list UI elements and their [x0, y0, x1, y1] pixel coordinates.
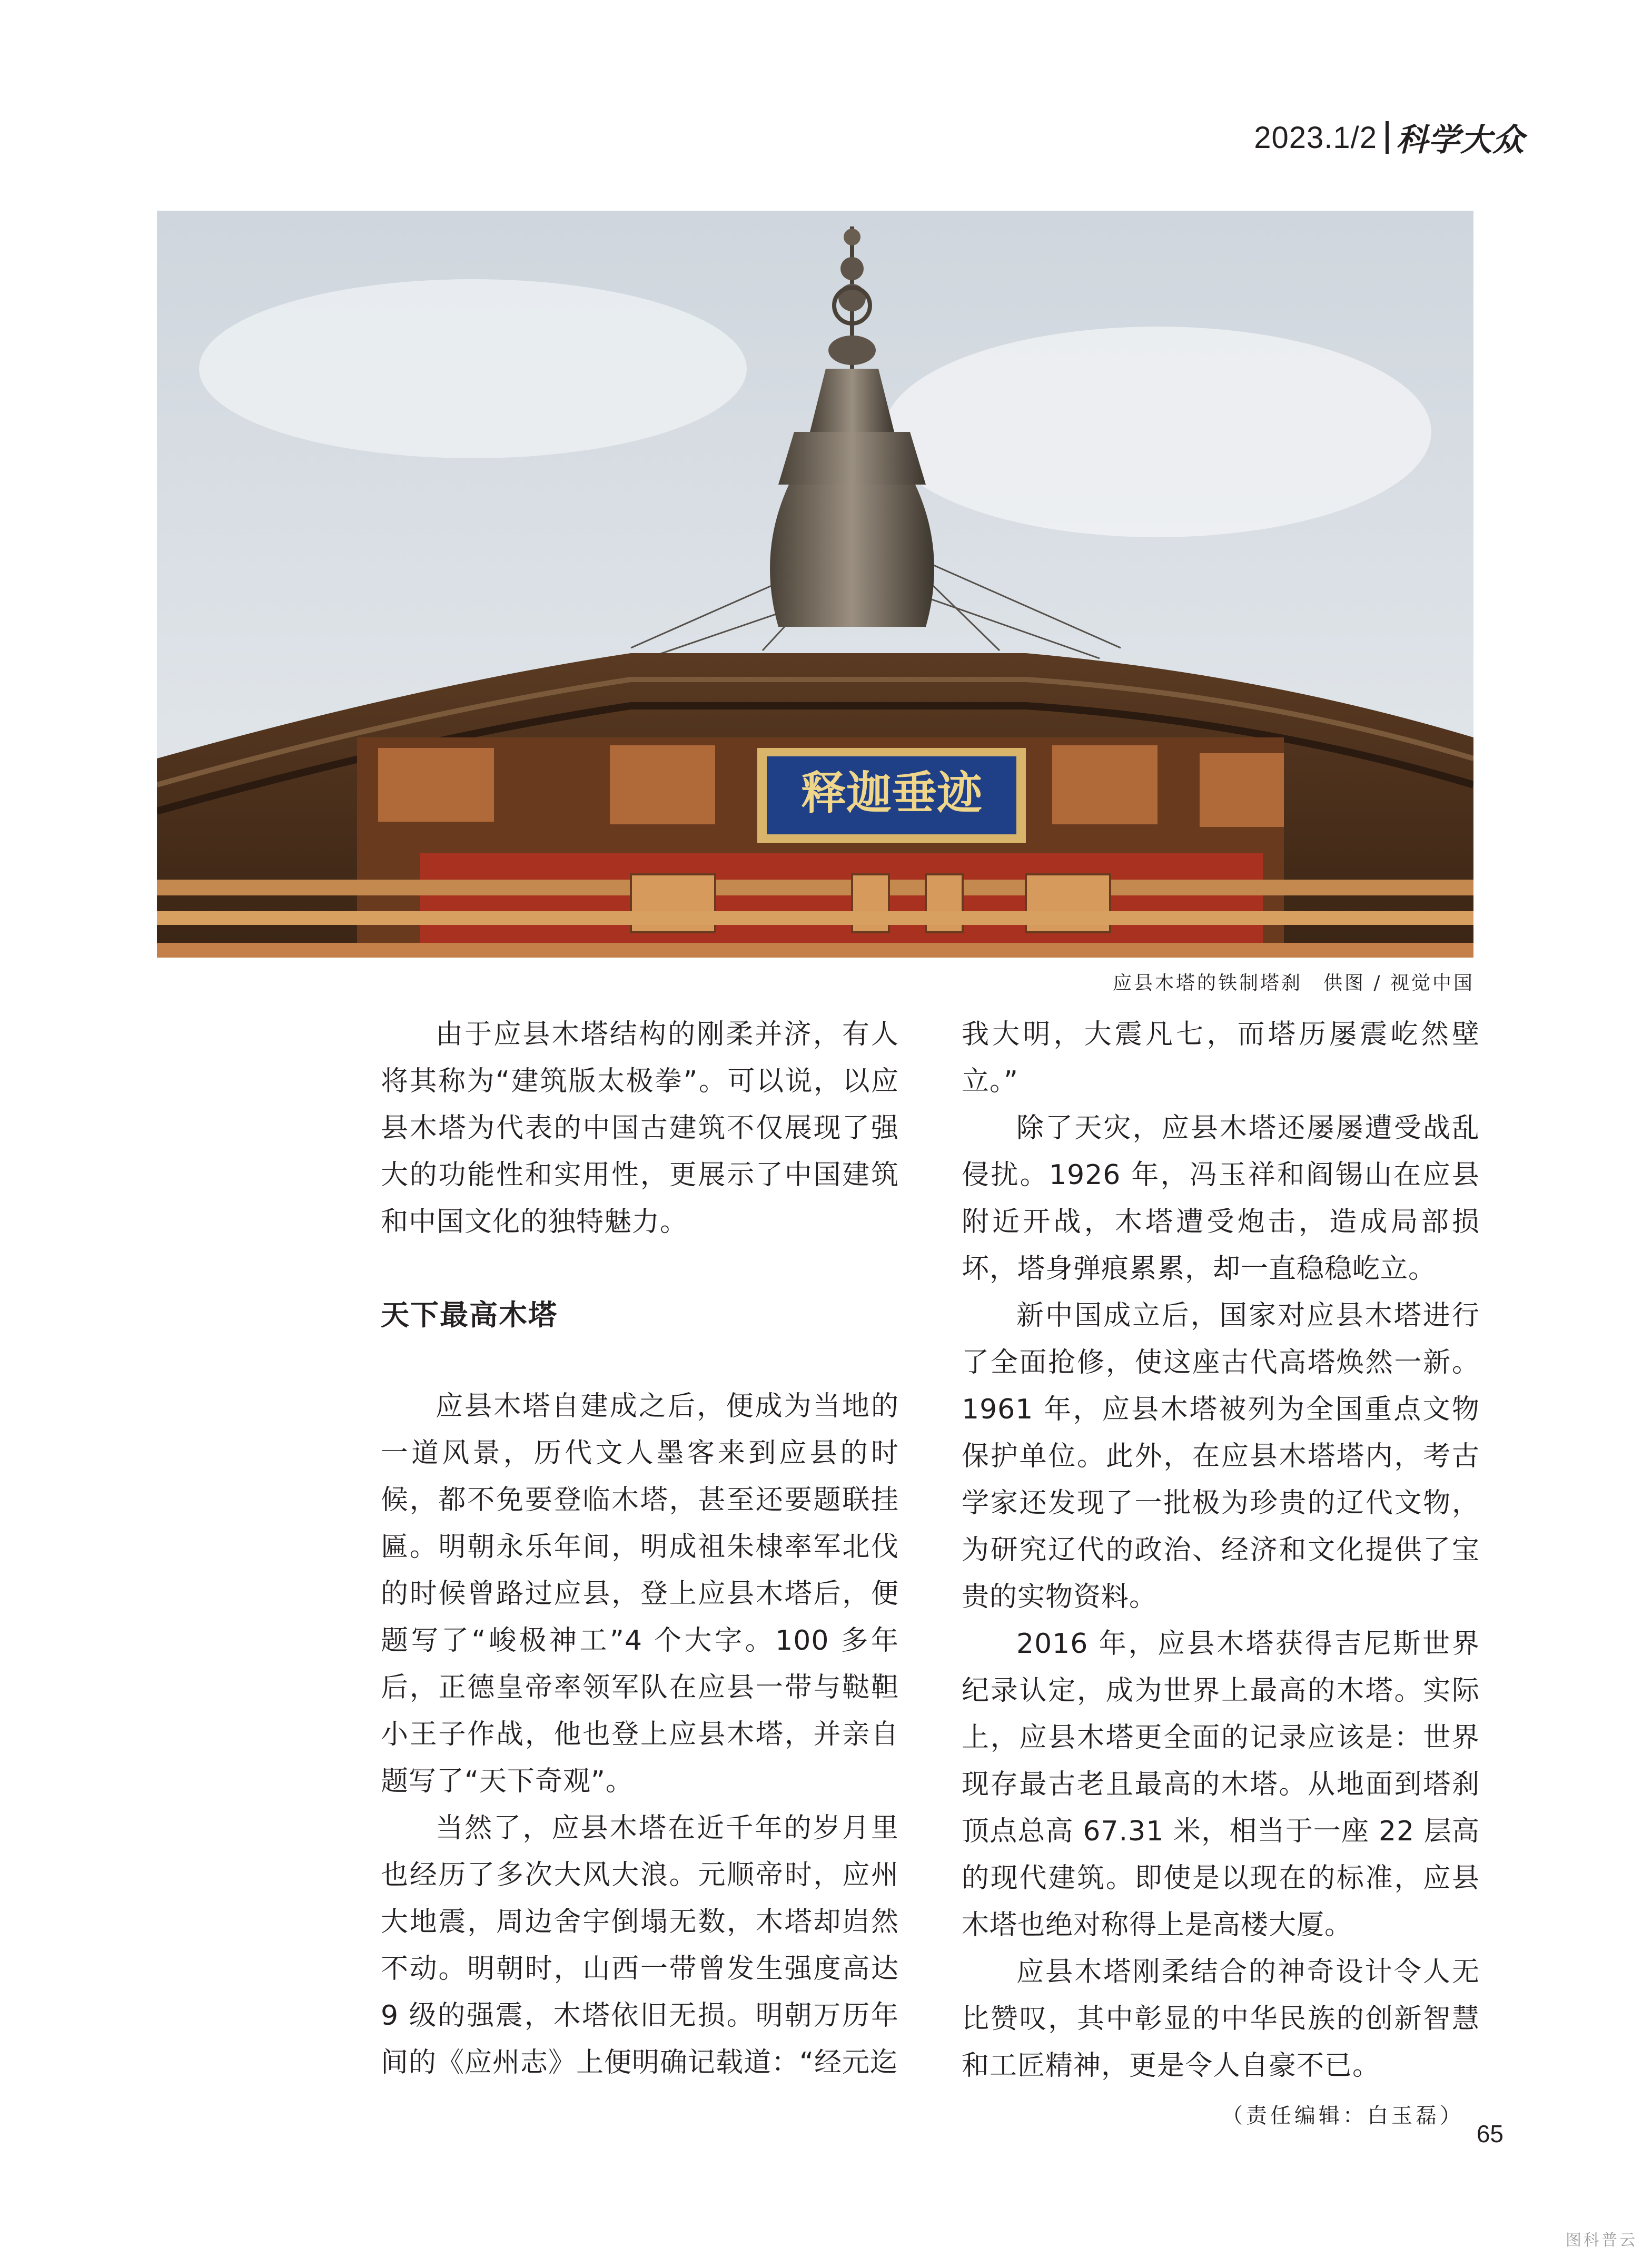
page-number: 65 [1476, 2120, 1503, 2147]
paragraph: 2016 年，应县木塔获得吉尼斯世界纪录认定，成为世界上最高的木塔。实际上，应县木塔更全面的记录应该是：世界现存最古老且最高的木塔。从地面到塔刹顶点总高 67.31 米，相当于一座 22 层高的现代建筑。即使是以现在的标准，应县木塔也绝对称得上是高楼大厦。 [962, 1628, 1480, 1941]
paragraph: 应县木塔自建成之后，便成为当地的一道风景，历代文人墨客来到应县的时候，都不免要登临木塔，甚至还要题联挂匾。明朝永乐年间，明成祖朱棣率军北伐的时候曾路过应县，登上应县木塔后，便题写了“峻极神工”4 个大字。100 多年后，正德皇帝率领军队在应县一带与鞑靼小王子作战，他也登上应县木塔，并亲自题写了“天下奇观”。 [381, 1391, 899, 1797]
header-divider [1386, 121, 1389, 154]
paragraph: 当然了，应县木塔在近千年的岁月里也经历了多次大风大浪。元顺帝时，应州大地震，周边舍宇倒塌无数，木塔却岿然不动。明朝时，山西一带曾发生强度高达 9 级的强震，木塔依旧无损。明朝万历年间的《应州志》上便明确记载道：“经元迄 [381, 1812, 899, 2078]
issue-date: 2023.1/2 [1254, 120, 1377, 155]
paragraph: 新中国成立后，国家对应县木塔进行了全面抢修，使这座古代高塔焕然一新。1961 年，应县木塔被列为全国重点文物保护单位。此外，在应县木塔塔内，考古学家还发现了一批极为珍贵的辽代文物，为研究辽代的政治、经济和文化提供了宝贵的实物资料。 [962, 1300, 1480, 1613]
watermark: 图科普云 [1566, 2231, 1637, 2250]
article-column-left [381, 1011, 899, 2086]
photo-caption: 应县木塔的铁制塔刹 供图 / 视觉中国 [1112, 972, 1475, 994]
article-column-right [962, 1011, 1480, 2140]
paragraph: 由于应县木塔结构的刚柔并济，有人将其称为“建筑版太极拳”。可以说，以应县木塔为代表的中国古建筑不仅展现了强大的功能性和实用性，更展示了中国建筑和中国文化的独特魅力。 [381, 1019, 899, 1238]
page-header [1254, 115, 1525, 160]
pagoda-photo [157, 211, 1473, 958]
plaque-inscription: 释迦垂迹 [801, 766, 982, 820]
paragraph: 应县木塔刚柔结合的神奇设计令人无比赞叹，其中彰显的中华民族的创新智慧和工匠精神，更是令人自豪不已。 [962, 1956, 1480, 2082]
paragraph: 除了天灾，应县木塔还屡屡遭受战乱侵扰。1926 年，冯玉祥和阎锡山在应县附近开战，木塔遭受炮击，造成局部损坏，塔身弹痕累累，却一直稳稳屹立。 [962, 1112, 1480, 1285]
editor-credit: （责任编辑：白玉磊） [1222, 2104, 1464, 2128]
section-heading: 天下最高木塔 [381, 1298, 558, 1332]
paragraph-continued: 我大明，大震凡七，而塔历屡震屹然壁立。” [962, 1019, 1480, 1097]
magazine-masthead: 科学大众 [1396, 122, 1525, 159]
